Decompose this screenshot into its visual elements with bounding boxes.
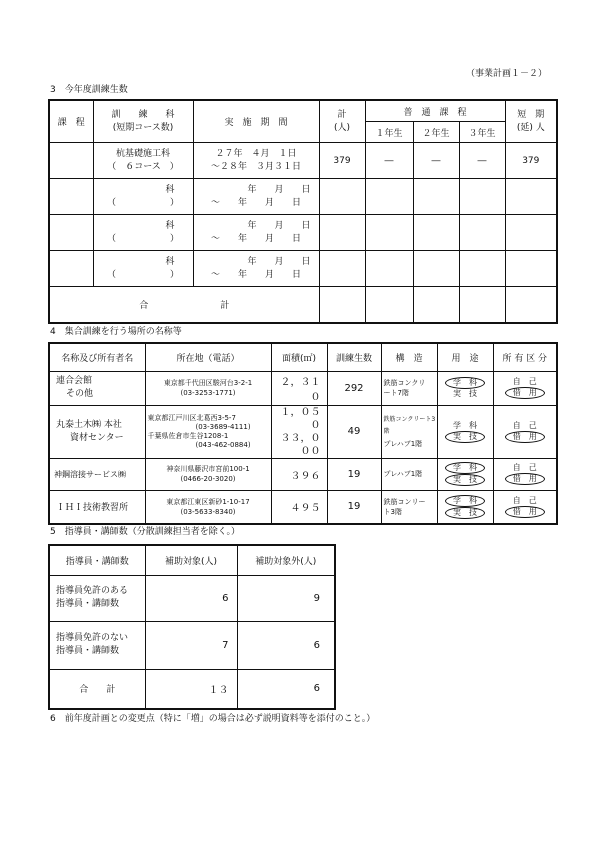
own-self: 自 己 xyxy=(512,377,537,386)
instructor-count-table xyxy=(48,544,336,710)
use-practice-circled: 実 技 xyxy=(445,431,485,443)
location-use xyxy=(437,490,493,524)
table-row xyxy=(49,621,335,669)
header-year1: １年生 xyxy=(365,122,413,143)
location-trainees: 292 xyxy=(327,371,381,405)
period-cell: 年 月 日 ～ 年 月 日 xyxy=(193,179,319,215)
header-address: 所在地（電話） xyxy=(145,343,271,371)
section4-title: 4 集合訓練を行う場所の名称等 xyxy=(50,327,182,337)
header-non-subsidized: 補助対象外(人) xyxy=(237,545,335,575)
location-address: 神奈川県藤沢市宮前100-1 (0466-20-3020) xyxy=(145,458,271,490)
location-use xyxy=(437,371,493,405)
sum-label: 合 計 xyxy=(49,287,319,324)
use-practice-circled: 実 技 xyxy=(445,474,485,486)
sum-subsidized: １３ xyxy=(145,669,237,709)
use-lecture: 学 科 xyxy=(453,420,477,430)
sum-label: 合 計 xyxy=(49,669,145,709)
own-rent-circled: 借 用 xyxy=(505,506,545,518)
header-trainees: 訓練生数 xyxy=(327,343,381,371)
row-label: 指導員免許のない 指導員・講師数 xyxy=(49,621,145,669)
header-subject: 訓 練 科 (短期コース数) xyxy=(93,100,193,143)
location-name: 丸泰土木㈱ 本社 資材センター xyxy=(49,405,145,458)
own-rent-circled: 借 用 xyxy=(505,473,545,485)
subsidized-cell: 6 xyxy=(145,575,237,621)
location-structure: 鉄筋コンリー ト3階 xyxy=(381,490,437,524)
location-use xyxy=(437,405,493,458)
location-area: ３９６ xyxy=(271,458,327,490)
location-trainees: 19 xyxy=(327,490,381,524)
subject-cell: 科 （ ） xyxy=(93,179,193,215)
location-address: 東京都千代田区駿河台3-2-1 (03-3253-1771) xyxy=(145,371,271,405)
header-regular: 普 通 課 程 xyxy=(365,100,505,122)
header-year3: ３年生 xyxy=(459,122,505,143)
table-row xyxy=(49,371,557,405)
own-self: 自 己 xyxy=(512,420,537,430)
header-label: 指導員・講師数 xyxy=(49,545,145,575)
table-row xyxy=(49,179,557,215)
use-practice-circled: 実 技 xyxy=(445,507,485,519)
location-structure: 鉄筋コンクリ ート7階 xyxy=(381,371,437,405)
header-year2: ２年生 xyxy=(413,122,459,143)
location-structure: 鉄筋コンクリート3階 プレハブ1階 xyxy=(381,405,437,458)
header-ownership: 所 有 区 分 xyxy=(493,343,557,371)
use-lecture-circled: 学 科 xyxy=(445,377,485,389)
location-ownership xyxy=(493,458,557,490)
sum-row xyxy=(49,669,335,709)
header-total: 計 (人) xyxy=(319,100,365,143)
header-short: 短 期 (延) 人 xyxy=(505,100,557,143)
section5-title: 5 指導員・講師数（分散訓練担当者を除く。） xyxy=(50,527,241,537)
period-cell: 年 月 日 ～ 年 月 日 xyxy=(193,215,319,251)
sum-row xyxy=(49,287,557,324)
subsidized-cell: 7 xyxy=(145,621,237,669)
location-trainees: 49 xyxy=(327,405,381,458)
table-row xyxy=(49,143,557,179)
section3-title: 3 今年度訓練生数 xyxy=(50,85,128,95)
table-row xyxy=(49,458,557,490)
year1-cell: ― xyxy=(365,143,413,179)
period-cell: ２７年 ４月 １日 ～２８年 ３月３１日 xyxy=(193,143,319,179)
location-trainees: 19 xyxy=(327,458,381,490)
non-subsidized-cell: 6 xyxy=(237,621,335,669)
row-label: 指導員免許のある 指導員・講師数 xyxy=(49,575,145,621)
year3-cell: ― xyxy=(459,143,505,179)
table-row xyxy=(49,215,557,251)
location-area: １，０５０ ３３，０００ xyxy=(271,405,327,458)
non-subsidized-cell: 9 xyxy=(237,575,335,621)
header-course: 課 程 xyxy=(49,100,93,143)
table-row xyxy=(49,575,335,621)
subject-cell: 科 （ ） xyxy=(93,251,193,287)
header-structure: 構 造 xyxy=(381,343,437,371)
training-location-table xyxy=(48,342,558,525)
table-row xyxy=(49,251,557,287)
location-address: 東京都江戸川区北葛西3-5-7 (03-3689-4111) 千葉県佐倉市生谷1208-1 (043-462-0884) xyxy=(145,405,271,458)
trainee-count-table xyxy=(48,99,558,324)
subject-cell: 杭基礎施工科 （ ６コース ） xyxy=(93,143,193,179)
header-period: 実 施 期 間 xyxy=(193,100,319,143)
table-row xyxy=(49,490,557,524)
header-name: 名称及び所有者名 xyxy=(49,343,145,371)
own-self: 自 己 xyxy=(512,463,537,472)
location-structure: プレハブ1階 xyxy=(381,458,437,490)
location-ownership xyxy=(493,405,557,458)
section6-title: 6 前年度計画との変更点（特に「増」の場合は必ず説明資料等を添付のこと。） xyxy=(50,714,376,724)
location-ownership xyxy=(493,371,557,405)
year2-cell: ― xyxy=(413,143,459,179)
header-area: 面積(㎡) xyxy=(271,343,327,371)
short-cell: 379 xyxy=(505,143,557,179)
page-reference: （事業計画１－２） xyxy=(466,69,548,79)
own-rent-circled: 借 用 xyxy=(505,387,545,399)
header-subsidized: 補助対象(人) xyxy=(145,545,237,575)
location-name: 神鋼溶接サービス㈱ xyxy=(49,458,145,490)
total-cell: 379 xyxy=(319,143,365,179)
header-use: 用 途 xyxy=(437,343,493,371)
location-ownership xyxy=(493,490,557,524)
sum-non-subsidized: 6 xyxy=(237,669,335,709)
location-area: ４９５ xyxy=(271,490,327,524)
location-use xyxy=(437,458,493,490)
use-lecture-circled: 学 科 xyxy=(445,462,485,474)
subject-cell: 科 （ ） xyxy=(93,215,193,251)
table-row xyxy=(49,405,557,458)
period-cell: 年 月 日 ～ 年 月 日 xyxy=(193,251,319,287)
location-name: ＩＨＩ技術教習所 xyxy=(49,490,145,524)
location-area: ２，３１０ xyxy=(271,371,327,405)
location-address: 東京都江東区新砂1-10-17 (03-5633-8340) xyxy=(145,490,271,524)
own-self: 自 己 xyxy=(512,495,537,505)
location-name: 連合会館 その他 xyxy=(49,371,145,405)
own-rent-circled: 借 用 xyxy=(505,431,545,443)
use-practice: 実 技 xyxy=(453,389,477,398)
use-lecture-circled: 学 科 xyxy=(445,495,485,507)
